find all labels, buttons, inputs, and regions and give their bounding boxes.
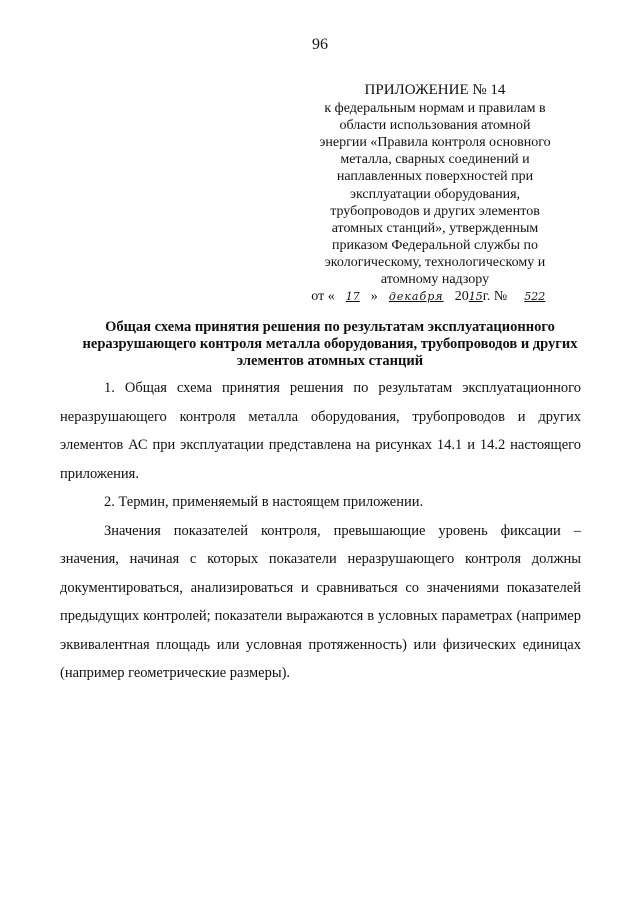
document-heading	[60, 319, 600, 370]
appendix-title: ПРИЛОЖЕНИЕ № 14	[364, 82, 506, 98]
appendix-line: атомному надзору	[380, 272, 490, 288]
page-number: 96	[312, 36, 328, 53]
appendix-line: наплавленных поверхностей при	[336, 169, 534, 185]
appendix-line: трубопроводов и других элементов	[330, 203, 540, 219]
heading-line: элементов атомных станций	[236, 353, 424, 369]
appendix-line: к федеральным нормам и правилам в	[324, 101, 546, 117]
handwritten-day: 17	[345, 290, 360, 304]
appendix-line: области использования атомной	[339, 118, 531, 134]
heading-line: Общая схема принятия решения по результатам эксплуатационного	[105, 319, 555, 335]
appendix-line: энергии «Правила контроля основного	[319, 135, 551, 151]
appendix-line: эксплуатации оборудования,	[349, 186, 521, 202]
order-number-prefix: г. №	[482, 289, 508, 305]
heading-line: неразрушающего контроля металла оборудования, трубопроводов и других	[82, 336, 578, 352]
order-year-prefix: 20	[454, 289, 469, 305]
appendix-line: приказом Федеральной службы по	[332, 237, 538, 253]
paragraph-1: 1. Общая схема принятия решения по результатам эксплуатационного неразрушающего контроля металла оборудования, трубопроводов и других элементов АС при эксплуатации представлена на рисунках 14.1 и 14.2 настоящего приложения.	[60, 380, 581, 482]
order-prefix: от «	[311, 289, 335, 305]
appendix-line: экологическому, технологическому и	[324, 254, 546, 270]
handwritten-month: декабря	[388, 290, 444, 304]
order-date-line	[300, 288, 570, 305]
document-body	[60, 374, 581, 688]
paragraph-2: 2. Термин, применяемый в настоящем приложении.	[104, 494, 424, 510]
order-quote-close: »	[370, 289, 378, 305]
handwritten-order-number: 522	[524, 290, 546, 304]
appendix-block	[300, 82, 570, 305]
paragraph-3: Значения показателей контроля, превышающие уровень фиксации – значения, начиная с которых показатели неразрушающего контроля должны документироваться, анализироваться и сравниваться со значениями показателей предыдущих контролей; показатели выражаются в условных параметрах (например эквивалентная площадь или условная протяженность) или физических единицах (например геометрические размеры).	[60, 522, 581, 681]
appendix-line: атомных станций», утвержденным	[331, 220, 539, 236]
handwritten-year: 15	[468, 290, 483, 304]
appendix-line: металла, сварных соединений и	[340, 152, 530, 168]
